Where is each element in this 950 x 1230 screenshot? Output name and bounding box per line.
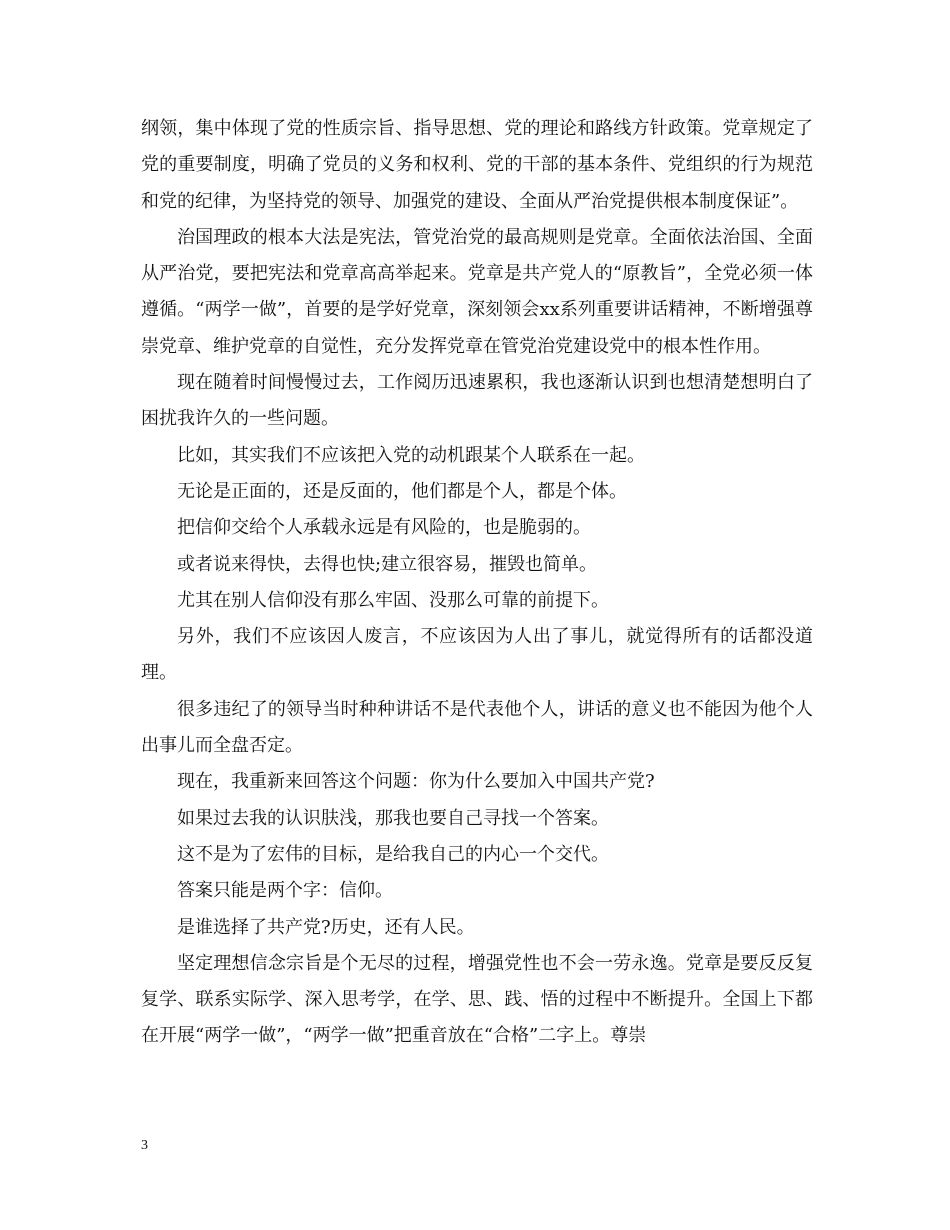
paragraph: 是谁选择了共产党?历史，还有人民。 xyxy=(177,916,475,938)
paragraph: 或者说来得快，去得也快;建立很容易，摧毁也简单。 xyxy=(177,553,598,575)
paragraph: 如果过去我的认识肤浅，那我也要自己寻找一个答案。 xyxy=(177,807,609,829)
paragraph: 另外，我们不应该因人废言，不应该因为人出了事儿，就觉得所有的话都没道理。 xyxy=(141,626,813,684)
paragraph: 答案只能是两个字：信仰。 xyxy=(177,880,393,902)
page-number: 3 xyxy=(141,1138,148,1153)
paragraph: 纲领，集中体现了党的性质宗旨、指导思想、党的理论和路线方针政策。党章规定了党的重要制度，明确了党员的义务和权利、党的干部的基本条件、党组织的行为规范和党的纪律，为坚持党的领导、加强党的建设、全面从严治党提供根本制度保证”。 xyxy=(141,118,813,212)
paragraph: 比如，其实我们不应该把入党的动机跟某个人联系在一起。 xyxy=(177,444,645,466)
document-body xyxy=(141,111,813,1055)
paragraph: 尤其在别人信仰没有那么牢固、没那么可靠的前提下。 xyxy=(177,589,609,611)
paragraph: 现在随着时间慢慢过去，工作阅历迅速累积，我也逐渐认识到也想清楚想明白了困扰我许久的一些问题。 xyxy=(141,372,813,430)
paragraph: 这不是为了宏伟的目标，是给我自己的内心一个交代。 xyxy=(177,843,609,865)
paragraph: 坚定理想信念宗旨是个无尽的过程，增强党性也不会一劳永逸。党章是要反反复复学、联系实际学、深入思考学，在学、思、践、悟的过程中不断提升。全国上下都在开展“两学一做”，“两学一做”把重音放在“合格”二字上。尊崇 xyxy=(141,952,813,1047)
paragraph: 很多违纪了的领导当时种种讲话不是代表他个人，讲话的意义也不能因为他个人出事儿而全盘否定。 xyxy=(141,698,813,757)
paragraph: 把信仰交给个人承载永远是有风险的，也是脆弱的。 xyxy=(177,517,591,539)
paragraph: 治国理政的根本大法是宪法，管党治党的最高规则是党章。全面依法治国、全面从严治党，要把宪法和党章高高举起来。党章是共产党人的“原教旨”，全党必须一体遵循。“两学一做”，首要的是学好党章，深刻领会xx系列重要讲话精神，不断增强尊崇党章、维护党章的自觉性，充分发挥党章在管党治党建设党中的根本性作用。 xyxy=(141,226,813,357)
paragraph: 现在，我重新来回答这个问题：你为什么要加入中国共产党? xyxy=(177,771,655,793)
paragraph: 无论是正面的，还是反面的，他们都是个人，都是个体。 xyxy=(177,480,627,502)
